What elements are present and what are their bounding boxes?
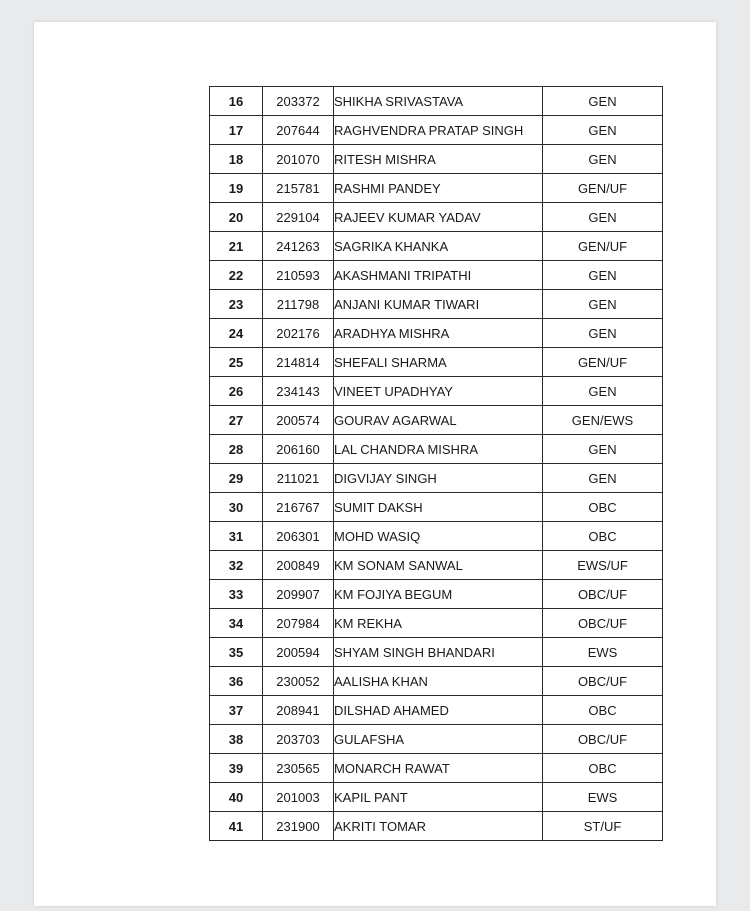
- table-row: [210, 551, 663, 580]
- category-cell: EWS: [543, 638, 663, 667]
- table-row: [210, 406, 663, 435]
- serial-number-cell: 25: [210, 348, 263, 377]
- category-cell: GEN: [543, 435, 663, 464]
- serial-number-cell: 31: [210, 522, 263, 551]
- category-cell: GEN: [543, 319, 663, 348]
- candidate-name-cell: RITESH MISHRA: [334, 145, 543, 174]
- roll-number-cell: 201070: [263, 145, 334, 174]
- serial-number-cell: 16: [210, 87, 263, 116]
- candidate-name-cell: SUMIT DAKSH: [334, 493, 543, 522]
- category-cell: EWS/UF: [543, 551, 663, 580]
- category-cell: GEN: [543, 87, 663, 116]
- candidate-name-cell: SAGRIKA KHANKA: [334, 232, 543, 261]
- serial-number-cell: 41: [210, 812, 263, 841]
- roll-number-cell: 208941: [263, 696, 334, 725]
- serial-number-cell: 30: [210, 493, 263, 522]
- roll-number-cell: 207984: [263, 609, 334, 638]
- roll-number-cell: 241263: [263, 232, 334, 261]
- candidate-name-cell: ARADHYA MISHRA: [334, 319, 543, 348]
- roll-number-cell: 202176: [263, 319, 334, 348]
- serial-number-cell: 34: [210, 609, 263, 638]
- category-cell: GEN/UF: [543, 232, 663, 261]
- serial-number-cell: 17: [210, 116, 263, 145]
- table-row: [210, 435, 663, 464]
- table-row: [210, 145, 663, 174]
- category-cell: GEN: [543, 116, 663, 145]
- roll-number-cell: 207644: [263, 116, 334, 145]
- table-row: [210, 493, 663, 522]
- roll-number-cell: 203372: [263, 87, 334, 116]
- roll-number-cell: 201003: [263, 783, 334, 812]
- category-cell: GEN/UF: [543, 174, 663, 203]
- category-cell: GEN/EWS: [543, 406, 663, 435]
- serial-number-cell: 32: [210, 551, 263, 580]
- roll-number-cell: 211021: [263, 464, 334, 493]
- serial-number-cell: 26: [210, 377, 263, 406]
- table-row: [210, 319, 663, 348]
- results-table-body: [210, 87, 663, 841]
- category-cell: OBC/UF: [543, 580, 663, 609]
- table-row: [210, 667, 663, 696]
- serial-number-cell: 40: [210, 783, 263, 812]
- candidate-name-cell: ANJANI KUMAR TIWARI: [334, 290, 543, 319]
- serial-number-cell: 36: [210, 667, 263, 696]
- candidate-name-cell: AALISHA KHAN: [334, 667, 543, 696]
- results-table: [209, 86, 663, 841]
- roll-number-cell: 200849: [263, 551, 334, 580]
- roll-number-cell: 206301: [263, 522, 334, 551]
- roll-number-cell: 215781: [263, 174, 334, 203]
- candidate-name-cell: VINEET UPADHYAY: [334, 377, 543, 406]
- table-row: [210, 116, 663, 145]
- table-row: [210, 232, 663, 261]
- roll-number-cell: 200574: [263, 406, 334, 435]
- roll-number-cell: 229104: [263, 203, 334, 232]
- roll-number-cell: 210593: [263, 261, 334, 290]
- candidate-name-cell: DIGVIJAY SINGH: [334, 464, 543, 493]
- roll-number-cell: 200594: [263, 638, 334, 667]
- serial-number-cell: 33: [210, 580, 263, 609]
- roll-number-cell: 216767: [263, 493, 334, 522]
- category-cell: GEN: [543, 377, 663, 406]
- roll-number-cell: 206160: [263, 435, 334, 464]
- table-row: [210, 377, 663, 406]
- candidate-name-cell: SHEFALI SHARMA: [334, 348, 543, 377]
- category-cell: OBC/UF: [543, 725, 663, 754]
- candidate-name-cell: GULAFSHA: [334, 725, 543, 754]
- candidate-name-cell: KM FOJIYA BEGUM: [334, 580, 543, 609]
- serial-number-cell: 35: [210, 638, 263, 667]
- table-row: [210, 696, 663, 725]
- table-row: [210, 783, 663, 812]
- table-row: [210, 203, 663, 232]
- serial-number-cell: 18: [210, 145, 263, 174]
- roll-number-cell: 209907: [263, 580, 334, 609]
- category-cell: GEN: [543, 203, 663, 232]
- category-cell: GEN: [543, 145, 663, 174]
- table-row: [210, 725, 663, 754]
- serial-number-cell: 19: [210, 174, 263, 203]
- table-row: [210, 609, 663, 638]
- serial-number-cell: 28: [210, 435, 263, 464]
- candidate-name-cell: KM REKHA: [334, 609, 543, 638]
- candidate-name-cell: RAGHVENDRA PRATAP SINGH: [334, 116, 543, 145]
- roll-number-cell: 214814: [263, 348, 334, 377]
- category-cell: OBC/UF: [543, 609, 663, 638]
- category-cell: OBC: [543, 493, 663, 522]
- candidate-name-cell: MOHD WASIQ: [334, 522, 543, 551]
- candidate-name-cell: GOURAV AGARWAL: [334, 406, 543, 435]
- candidate-name-cell: MONARCH RAWAT: [334, 754, 543, 783]
- table-row: [210, 580, 663, 609]
- category-cell: OBC/UF: [543, 667, 663, 696]
- serial-number-cell: 21: [210, 232, 263, 261]
- table-row: [210, 87, 663, 116]
- table-row: [210, 754, 663, 783]
- category-cell: GEN: [543, 290, 663, 319]
- candidate-name-cell: DILSHAD AHAMED: [334, 696, 543, 725]
- serial-number-cell: 39: [210, 754, 263, 783]
- table-row: [210, 348, 663, 377]
- category-cell: GEN/UF: [543, 348, 663, 377]
- document-page: [34, 22, 716, 906]
- category-cell: OBC: [543, 522, 663, 551]
- candidate-name-cell: KAPIL PANT: [334, 783, 543, 812]
- candidate-name-cell: RAJEEV KUMAR YADAV: [334, 203, 543, 232]
- serial-number-cell: 27: [210, 406, 263, 435]
- serial-number-cell: 23: [210, 290, 263, 319]
- candidate-name-cell: LAL CHANDRA MISHRA: [334, 435, 543, 464]
- candidate-name-cell: KM SONAM SANWAL: [334, 551, 543, 580]
- category-cell: OBC: [543, 696, 663, 725]
- table-row: [210, 290, 663, 319]
- table-row: [210, 638, 663, 667]
- category-cell: OBC: [543, 754, 663, 783]
- roll-number-cell: 230052: [263, 667, 334, 696]
- serial-number-cell: 37: [210, 696, 263, 725]
- table-row: [210, 261, 663, 290]
- category-cell: GEN: [543, 464, 663, 493]
- category-cell: ST/UF: [543, 812, 663, 841]
- roll-number-cell: 211798: [263, 290, 334, 319]
- candidate-name-cell: SHIKHA SRIVASTAVA: [334, 87, 543, 116]
- serial-number-cell: 24: [210, 319, 263, 348]
- serial-number-cell: 20: [210, 203, 263, 232]
- serial-number-cell: 29: [210, 464, 263, 493]
- roll-number-cell: 203703: [263, 725, 334, 754]
- table-row: [210, 812, 663, 841]
- roll-number-cell: 231900: [263, 812, 334, 841]
- category-cell: GEN: [543, 261, 663, 290]
- table-row: [210, 522, 663, 551]
- candidate-name-cell: SHYAM SINGH BHANDARI: [334, 638, 543, 667]
- candidate-name-cell: AKRITI TOMAR: [334, 812, 543, 841]
- serial-number-cell: 38: [210, 725, 263, 754]
- table-row: [210, 174, 663, 203]
- table-row: [210, 464, 663, 493]
- category-cell: EWS: [543, 783, 663, 812]
- roll-number-cell: 234143: [263, 377, 334, 406]
- roll-number-cell: 230565: [263, 754, 334, 783]
- candidate-name-cell: AKASHMANI TRIPATHI: [334, 261, 543, 290]
- serial-number-cell: 22: [210, 261, 263, 290]
- candidate-name-cell: RASHMI PANDEY: [334, 174, 543, 203]
